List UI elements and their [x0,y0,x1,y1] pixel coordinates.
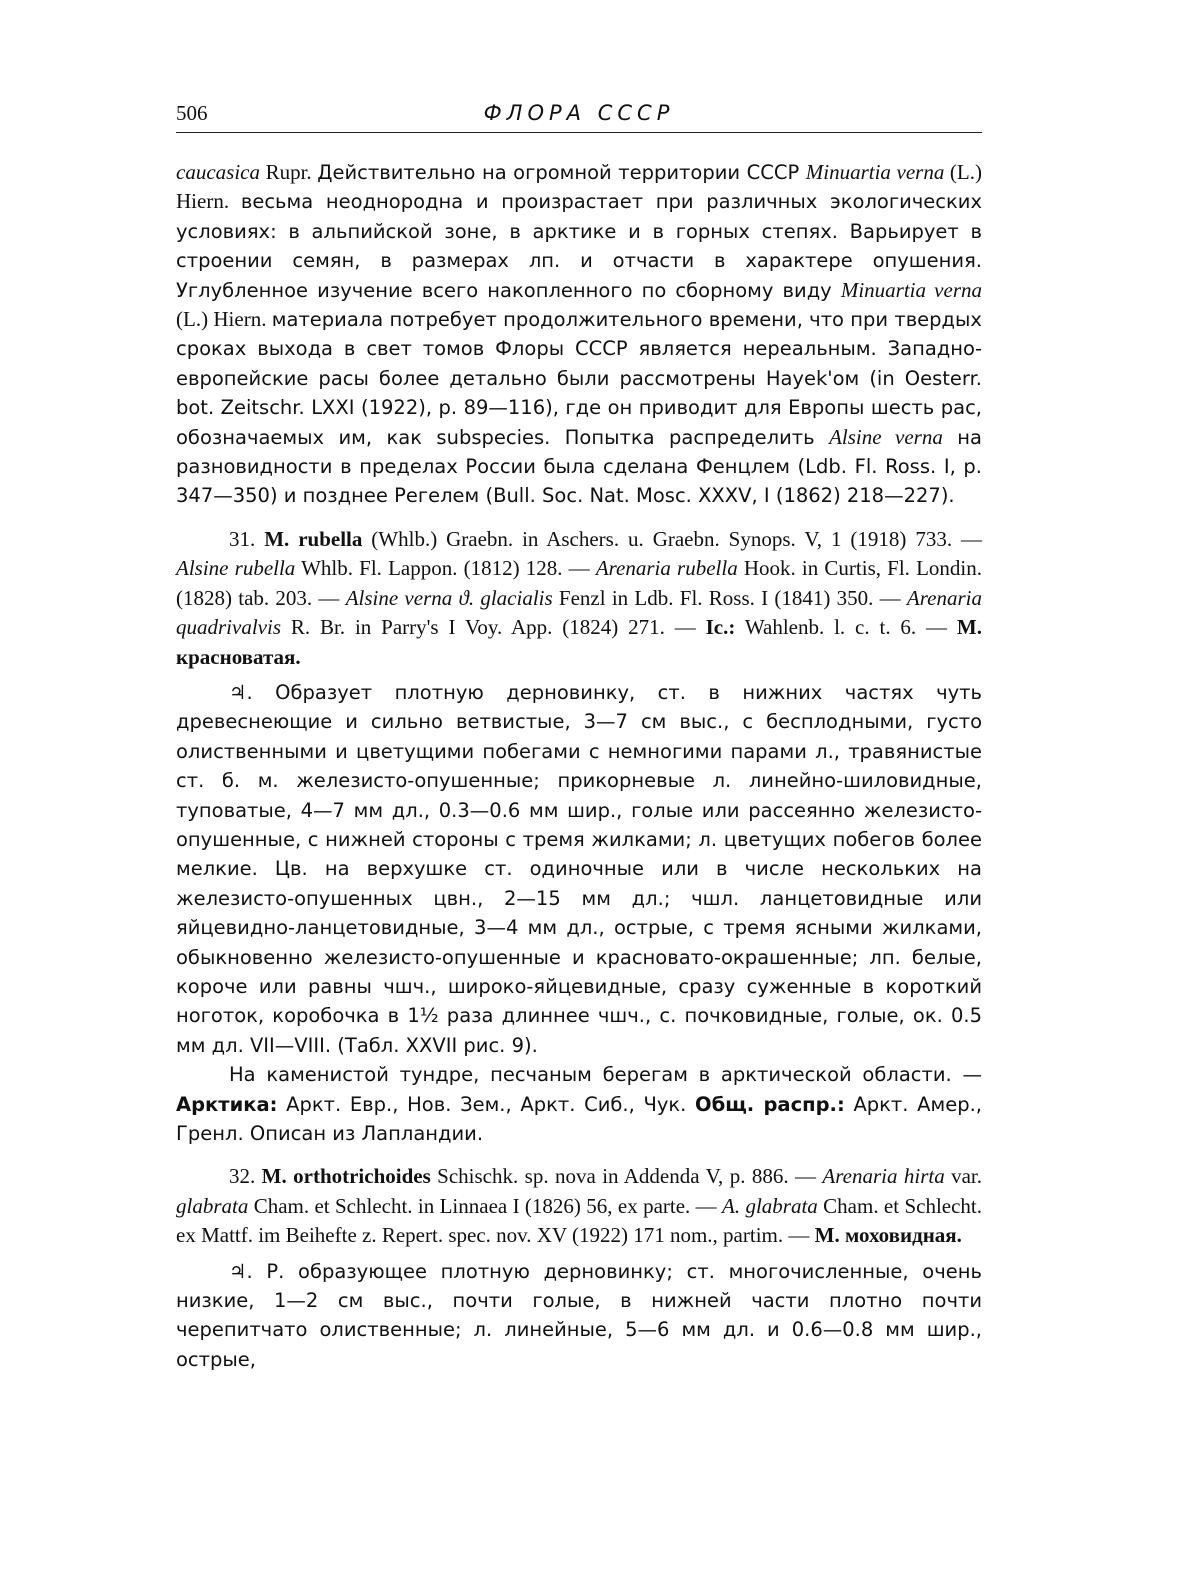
header-rule [176,132,982,133]
text-span: ♃. Образует плотную дерновинку, ст. в нижних частях чуть древеснеющие и сильно ветвистые, 3—7 см выс., с бесплодными, густо олиственными и цветущими побегами с немногими парами л., травянистые ст. б. м. железисто-опушенные; прикорневые л. линейно-шиловидные, туповатые, 4—7 мм дл., 0.3—0.6 мм шир., голые или рассеянно железисто-опушенные, с нижней стороны с тремя жилками; л. цветущих побегов более мелкие. Цв. на верхушке ст. одиночные или в числе нескольких на железисто-опушенных цвн., 2—15 мм дл.; чшл. ланцетовидные или яйцевидно-ланцетовидные, 3—4 мм дл., острые, с тремя ясными жилками, обыкновенно железисто-опушенные и красновато-окрашенные; лп. белые, короче или равны чшч., широко-яйцевидные, сразу суженные в короткий ноготок, коробочка в 1½ раза длиннее чшч., с. почковидные, голые, ок. 0.5 мм дл. VII—VIII. (Табл. XXVII рис. 9). [176,680,982,1057]
text-span: R. Br. in Parry's I Voy. App. (1824) 271. — [281,615,706,640]
page-body [176,158,982,1374]
bold-span: М. красноватая. [176,615,982,669]
text-span: (Whlb.) Graebn. in Aschers. u. Graebn. Synops. V, 1 (1918) 733. — [362,526,982,551]
bold-span: Арктика: [176,1092,278,1116]
text-span: Fenzl in Ldb. Fl. Ross. I (1841) 350. — [552,585,907,610]
italic-span: Alsine verna [829,424,943,449]
text-span: Schischk. sp. nova in Addenda V, p. 886. — [430,1164,823,1189]
paragraph-species-31 [176,525,982,672]
text-span: Rupr. [259,160,318,184]
italic-span: Minuartia verna [805,160,945,184]
page-header [176,101,982,131]
paragraph-description-31 [176,678,982,1060]
italic-span: caucasica [176,160,260,184]
text-span: (L.) Hiern. [176,160,982,214]
text-span: на разновидности в пределах России была сделана Фенцлем (Ldb. Fl. Ross. I, p. 347—350) и позднее Регелем (Bull. Soc. Nat. Mosc. XXXV, I (1862) 218—227). [176,425,982,508]
text-span: весьма неоднородна и произрастает при различных экологических условиях: в альпийской зоне, в арктике и в горных степях. Варьирует в строении семян, в размерах лп. и отчасти в характере опушения. Углубленное изучение всего накопленного по сборному виду [176,190,982,302]
text-span: материала потребует продолжительного времени, что при твердых сроках выхода в свет томов Флоры СССР является нереальным. Западно-европейские расы более детально были рассмотрены Hayek'ом (in Oesterr. bot. Zeitschr. LXXI (1922), p. 89—116), где он приводит для Европы шесть рас, обозначаемых им, как subspecies. Попытка распределить [176,308,982,449]
italic-span: Arenaria hirta [822,1164,945,1189]
text-span: Действительно на огромной территории СССР [317,161,806,184]
bold-span: M. orthotrichoides [261,1164,431,1189]
paragraph-distribution-31 [176,1060,982,1148]
italic-span: Arenaria rubella [595,556,738,581]
text-span: (L.) Hiern. [176,307,272,332]
text-span: Whlb. Fl. Lappon. (1812) 128. — [295,556,596,581]
italic-span: Alsine rubella [176,556,296,581]
italic-span: Arenaria quadrivalvis [176,585,982,640]
text-span: Cham. et Schlecht. in Linnaea I (1826) 56, ex parte. — [248,1193,723,1218]
page-number: 506 [176,101,208,125]
text-span: var. [944,1164,983,1189]
italic-span: Alsine verna ϑ. glacialis [345,585,553,610]
running-title: ФЛОРА СССР [483,101,675,125]
text-span: На каменистой тундре, песчаным берегам в арктической области. — [229,1063,982,1087]
paragraph-species-32 [176,1162,982,1250]
text-span: ♃. Р. образующее плотную дерновинку; ст. многочисленные, очень низкие, 1—2 см выс., почти голые, в нижней части плотно почти черепитчато олиственные; л. линейные, 5—6 мм дл. и 0.6—0.8 мм шир., острые, [176,1259,982,1371]
bold-span: Ic.: [705,615,736,640]
italic-span: glabrata [176,1193,249,1218]
paragraph-intro [176,158,982,511]
bold-span: М. моховидная. [814,1223,962,1248]
bold-span: Общ. распр.: [695,1092,845,1116]
paragraph-description-32 [176,1257,982,1375]
italic-span: Minuartia verna [840,277,982,302]
text-span: 31. [229,526,265,551]
text-span: 32. [229,1164,262,1189]
bold-span: M. rubella [264,526,363,551]
italic-span: A. glabrata [722,1193,818,1218]
text-span: Cham. et Schlecht. ex Mattf. im Beihefte z. Repert. spec. nov. XV (1922) 171 nom., partim. — [176,1193,982,1248]
text-span: Аркт. Евр., Нов. Зем., Аркт. Сиб., Чук. [277,1092,696,1116]
text-span: Аркт. Амер., Гренл. Описан из Лапландии. [176,1092,982,1145]
text-span: Hook. in Curtis, Fl. Londin. (1828) tab. 203. — [176,556,982,610]
text-span: Wahlenb. l. c. t. 6. — [735,615,957,640]
